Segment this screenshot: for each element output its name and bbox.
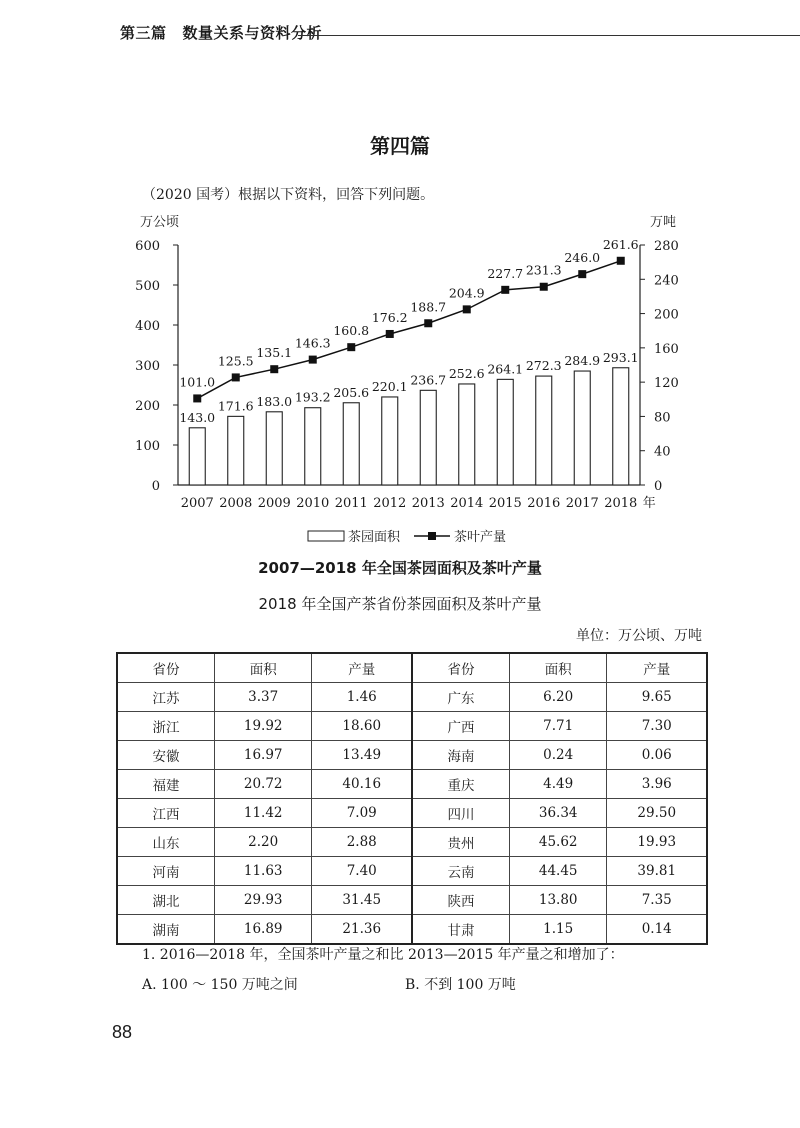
output-point-2014 (463, 305, 471, 313)
output-point-2016 (540, 283, 548, 291)
header-cell: 省份 (117, 653, 214, 683)
table-row (117, 886, 707, 915)
province-cell: 云南 (412, 857, 509, 886)
bar-area-2018 (613, 368, 629, 485)
line-label: 176.2 (371, 309, 408, 325)
province-cell: 福建 (117, 770, 214, 799)
province-cell: 湖北 (117, 886, 214, 915)
table-row (117, 741, 707, 770)
table-unit: 单位：万公顷、万吨 (576, 628, 702, 644)
bar-label: 272.3 (525, 358, 562, 374)
left-tick-label: 200 (135, 399, 160, 414)
output-cell: 40.16 (312, 770, 412, 799)
right-tick-label: 40 (654, 444, 671, 460)
bar-label: 171.6 (217, 398, 254, 414)
province-cell: 广东 (412, 683, 509, 712)
province-cell: 广西 (412, 712, 509, 741)
left-tick-label: 500 (135, 279, 160, 294)
output-point-2010 (309, 356, 317, 364)
x-tick-label: 2009 (257, 496, 291, 511)
table-row (117, 799, 707, 828)
x-tick-label: 2016 (527, 496, 561, 511)
province-cell: 江苏 (117, 683, 214, 712)
area-cell: 3.37 (214, 683, 312, 712)
line-label: 101.0 (179, 374, 216, 390)
output-cell: 0.06 (607, 741, 707, 770)
output-cell: 21.36 (312, 915, 412, 945)
province-cell: 山东 (117, 828, 214, 857)
bar-area-2014 (459, 384, 475, 485)
right-tick-label: 200 (654, 307, 679, 323)
area-cell: 16.97 (214, 741, 312, 770)
province-table (116, 652, 708, 945)
table-row (117, 915, 707, 945)
output-cell: 19.93 (607, 828, 707, 857)
table-row (117, 857, 707, 886)
bar-area-2011 (343, 403, 359, 485)
chart-title: 2007—2018 年全国茶园面积及茶叶产量 (258, 559, 542, 577)
bar-label: 264.1 (487, 361, 524, 377)
line-label: 261.6 (602, 236, 639, 252)
line-label: 135.1 (256, 345, 293, 361)
bar-label: 293.1 (602, 349, 639, 365)
line-label: 246.0 (564, 250, 601, 266)
province-cell: 四川 (412, 799, 509, 828)
output-cell: 13.49 (312, 741, 412, 770)
output-point-2007 (193, 394, 201, 402)
page-number: 88 (112, 1022, 133, 1042)
line-label: 231.3 (525, 262, 562, 278)
area-cell: 1.15 (509, 915, 607, 945)
province-cell: 甘肃 (412, 915, 509, 945)
area-cell: 13.80 (509, 886, 607, 915)
output-cell: 2.88 (312, 828, 412, 857)
bar-label: 236.7 (410, 372, 447, 388)
province-cell: 陕西 (412, 886, 509, 915)
legend-line-marker (428, 532, 436, 540)
area-cell: 19.92 (214, 712, 312, 741)
header-section: 数量关系与资料分析 (182, 24, 323, 42)
right-tick-label: 0 (654, 479, 663, 494)
x-tick-label: 2011 (334, 496, 368, 511)
output-cell: 7.40 (312, 857, 412, 886)
bar-label: 220.1 (371, 378, 408, 394)
x-tick-label: 2012 (373, 496, 407, 511)
left-tick-label: 100 (135, 439, 160, 454)
legend-bar-label: 茶园面积 (348, 530, 401, 545)
header-cell: 产量 (312, 653, 412, 683)
area-cell: 44.45 (509, 857, 607, 886)
output-cell: 7.09 (312, 799, 412, 828)
x-axis-suffix: 年 (642, 496, 656, 511)
left-tick-label: 400 (135, 319, 160, 334)
legend-bar-swatch (308, 531, 344, 541)
line-label: 227.7 (487, 265, 524, 281)
bar-area-2016 (536, 376, 552, 485)
x-tick-label: 2008 (219, 496, 253, 511)
output-cell: 39.81 (607, 857, 707, 886)
right-tick-label: 120 (654, 376, 679, 392)
question-text: 1. 2016—2018 年，全国茶叶产量之和比 2013—2015 年产量之和增加了： (142, 947, 624, 963)
header-cell: 省份 (412, 653, 509, 683)
area-cell: 6.20 (509, 683, 607, 712)
left-axis-title: 万公顷 (140, 215, 180, 230)
province-cell: 海南 (412, 741, 509, 770)
output-cell: 3.96 (607, 770, 707, 799)
line-label: 125.5 (217, 353, 254, 369)
left-tick-label: 600 (135, 239, 160, 254)
bar-label: 143.0 (179, 409, 216, 425)
output-point-2012 (386, 330, 394, 338)
output-point-2018 (617, 257, 625, 265)
table-row (117, 770, 707, 799)
area-cell: 20.72 (214, 770, 312, 799)
right-tick-label: 80 (654, 410, 671, 426)
right-tick-label: 240 (654, 273, 679, 289)
left-tick-label: 300 (135, 359, 160, 374)
bar-label: 252.6 (448, 365, 485, 381)
x-tick-label: 2018 (604, 496, 638, 511)
bar-area-2008 (228, 416, 244, 485)
bar-label: 205.6 (333, 384, 370, 400)
area-cell: 7.71 (509, 712, 607, 741)
table-header-row (117, 653, 707, 683)
province-cell: 安徽 (117, 741, 214, 770)
bar-area-2007 (189, 428, 205, 485)
bar-area-2017 (574, 371, 590, 485)
area-cell: 16.89 (214, 915, 312, 945)
section-title: 第四篇 (370, 134, 430, 158)
area-cell: 0.24 (509, 741, 607, 770)
intro-text: （2020 国考）根据以下资料，回答下列问题。 (142, 187, 435, 203)
left-tick-label: 0 (151, 479, 160, 494)
right-axis-title: 万吨 (650, 215, 677, 230)
province-cell: 重庆 (412, 770, 509, 799)
right-tick-label: 280 (654, 239, 679, 254)
x-tick-label: 2013 (411, 496, 445, 511)
bar-area-2012 (382, 397, 398, 485)
header-cell: 产量 (607, 653, 707, 683)
x-tick-label: 2014 (450, 496, 484, 511)
area-cell: 4.49 (509, 770, 607, 799)
output-cell: 7.30 (607, 712, 707, 741)
output-cell: 0.14 (607, 915, 707, 945)
header-cell: 面积 (509, 653, 607, 683)
x-tick-label: 2015 (488, 496, 522, 511)
output-point-2009 (270, 365, 278, 373)
header-chapter: 第三篇 (120, 24, 167, 42)
output-point-2011 (347, 343, 355, 351)
table-row (117, 683, 707, 712)
line-label: 160.8 (333, 323, 370, 339)
area-cell: 45.62 (509, 828, 607, 857)
area-cell: 11.42 (214, 799, 312, 828)
output-cell: 7.35 (607, 886, 707, 915)
province-cell: 湖南 (117, 915, 214, 945)
area-cell: 11.63 (214, 857, 312, 886)
output-line (197, 261, 621, 399)
output-point-2008 (232, 373, 240, 381)
combo-chart (0, 0, 800, 560)
x-tick-label: 2010 (296, 496, 330, 511)
bar-label: 284.9 (564, 353, 601, 369)
output-cell: 29.50 (607, 799, 707, 828)
output-cell: 31.45 (312, 886, 412, 915)
bar-label: 193.2 (294, 389, 331, 405)
output-point-2017 (578, 270, 586, 278)
table-title: 2018 年全国产茶省份茶园面积及茶叶产量 (258, 595, 542, 613)
bar-area-2013 (420, 390, 436, 485)
output-cell: 9.65 (607, 683, 707, 712)
option-b[interactable]: B. 不到 100 万吨 (405, 977, 516, 993)
bar-area-2015 (497, 379, 513, 485)
output-point-2015 (501, 286, 509, 294)
province-cell: 河南 (117, 857, 214, 886)
line-label: 204.9 (448, 285, 485, 301)
right-tick-label: 160 (654, 341, 679, 357)
option-a[interactable]: A. 100 ～ 150 万吨之间 (142, 977, 298, 993)
output-cell: 18.60 (312, 712, 412, 741)
bar-area-2010 (305, 408, 321, 485)
line-label: 188.7 (410, 299, 447, 315)
x-tick-label: 2017 (565, 496, 599, 511)
bar-label: 183.0 (256, 393, 293, 409)
legend-line-label: 茶叶产量 (454, 530, 507, 545)
output-cell: 1.46 (312, 683, 412, 712)
province-cell: 江西 (117, 799, 214, 828)
x-tick-label: 2007 (180, 496, 214, 511)
header-cell: 面积 (214, 653, 312, 683)
line-label: 146.3 (294, 335, 331, 351)
province-cell: 贵州 (412, 828, 509, 857)
area-cell: 36.34 (509, 799, 607, 828)
table-row (117, 828, 707, 857)
area-cell: 29.93 (214, 886, 312, 915)
output-point-2013 (424, 319, 432, 327)
area-cell: 2.20 (214, 828, 312, 857)
province-cell: 浙江 (117, 712, 214, 741)
bar-area-2009 (266, 412, 282, 485)
table-row (117, 712, 707, 741)
